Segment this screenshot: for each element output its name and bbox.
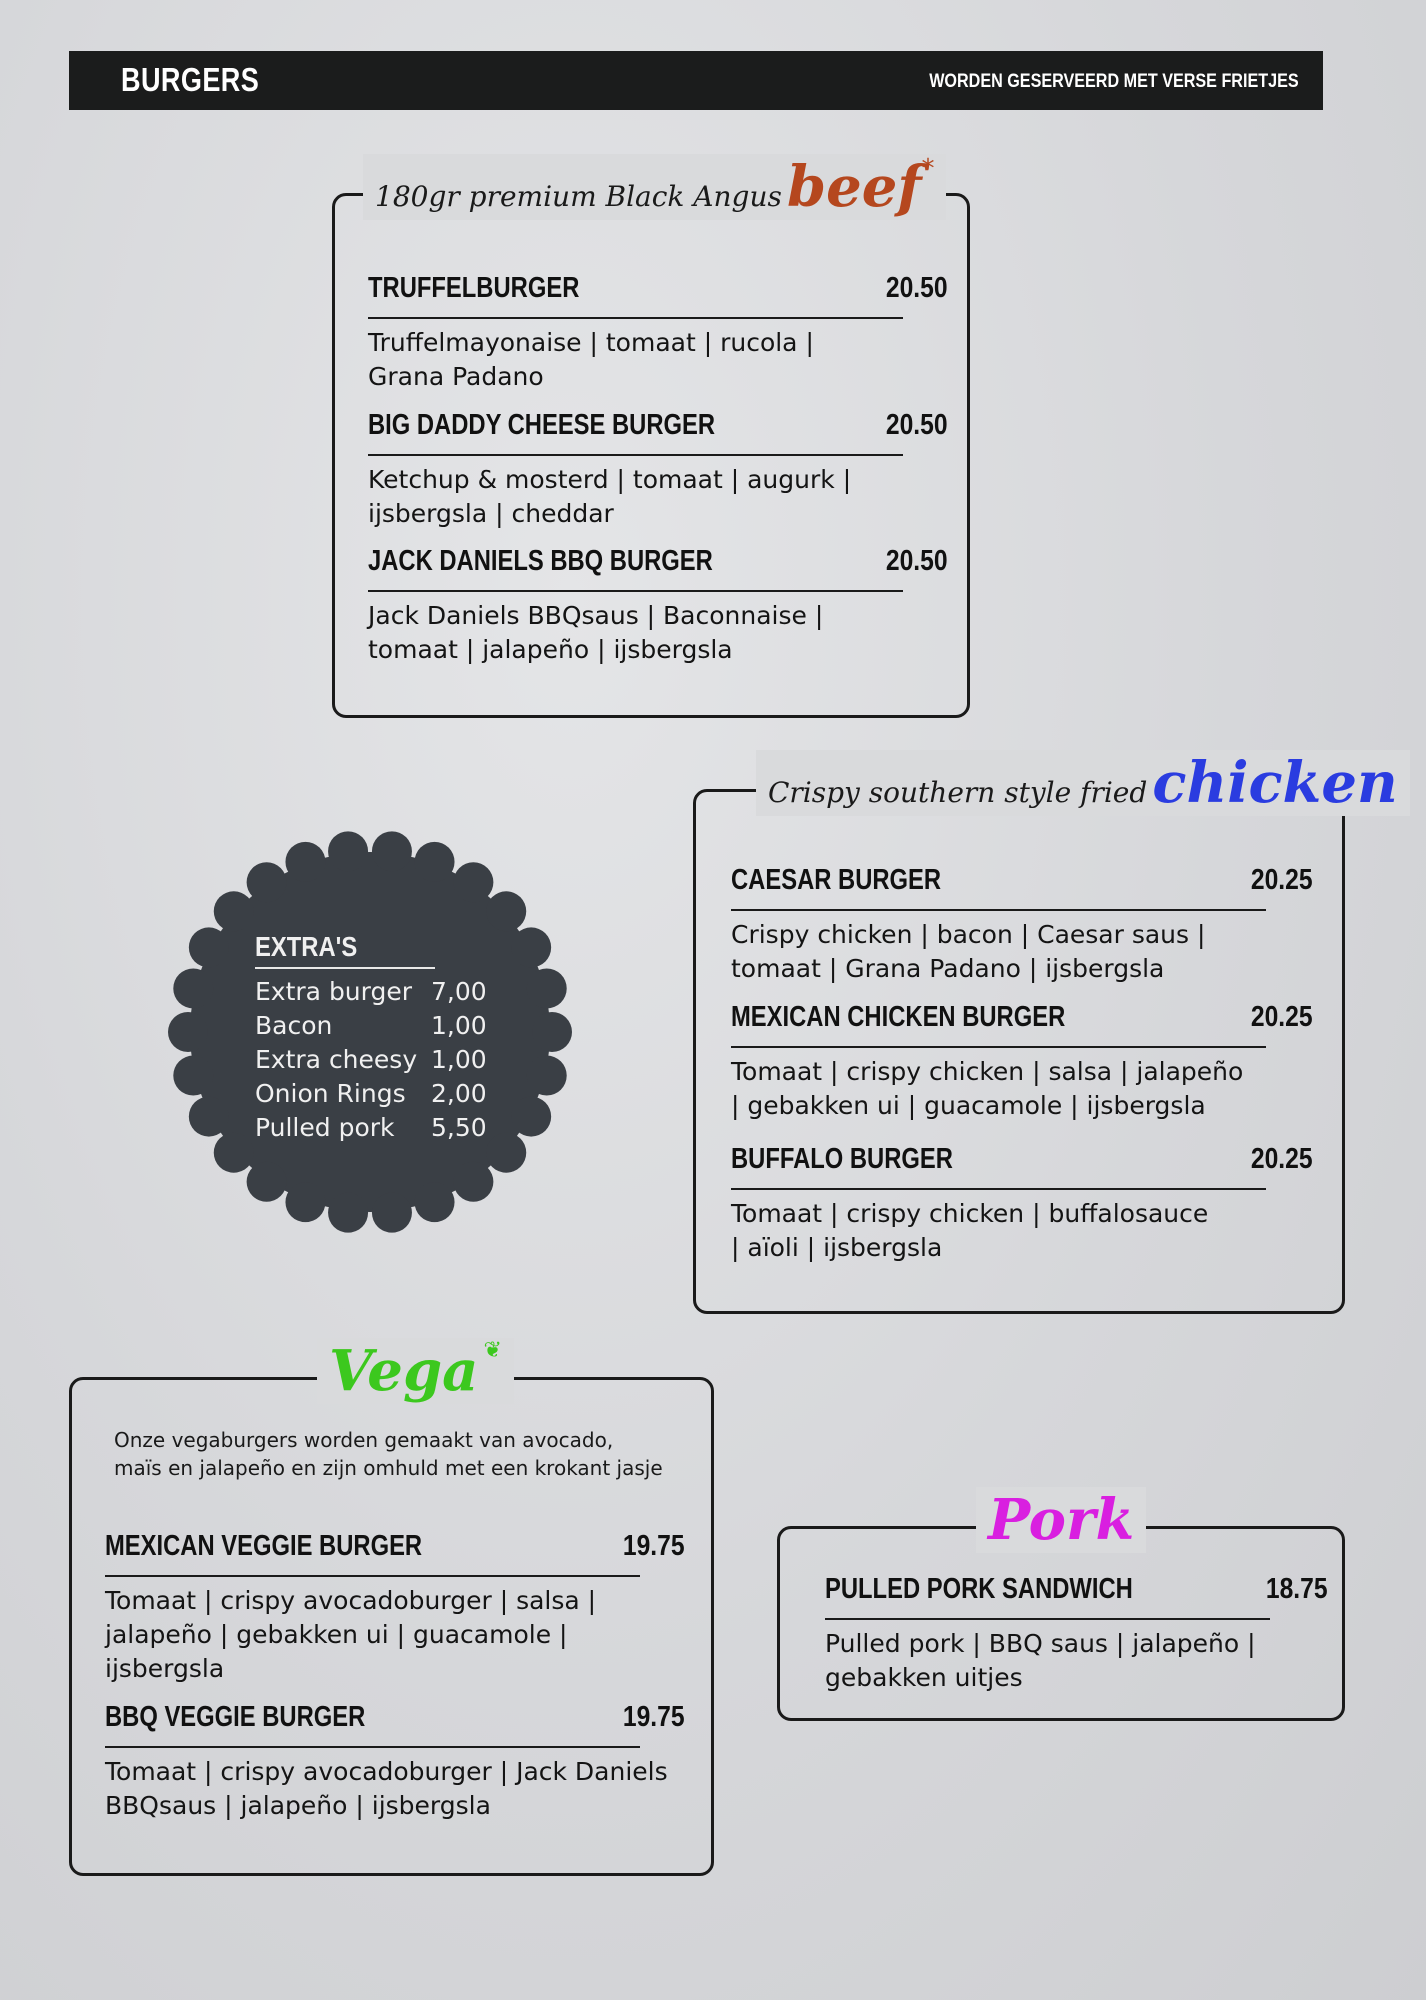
- item-price: 20.25: [1251, 1143, 1313, 1175]
- badge-scallop: [328, 1193, 368, 1233]
- desc-line: Grana Padano: [368, 362, 544, 391]
- extras-label: Pulled pork: [255, 1113, 395, 1142]
- badge-scallop: [527, 1056, 567, 1096]
- beef-title-small: 180gr premium Black Angus: [375, 180, 782, 213]
- badge-scallop: [486, 1133, 526, 1173]
- vega-title-big: Vega: [329, 1338, 479, 1404]
- item-price: 20.25: [1251, 864, 1313, 896]
- item-price: 18.75: [1266, 1573, 1328, 1605]
- desc-line: Pulled pork | BBQ saus | jalapeño |: [825, 1629, 1256, 1658]
- desc-line: Truffelmayonaise | tomaat | rucola |: [368, 328, 814, 357]
- chicken-title-big: chicken: [1152, 750, 1398, 816]
- desc-line: | aïoli | ijsbergsla: [731, 1233, 943, 1262]
- pork-menu-box: [777, 1487, 1345, 1721]
- item-description: [731, 1197, 1208, 1265]
- desc-line: Jack Daniels BBQsaus | Baconnaise |: [368, 601, 824, 630]
- item-name: JACK DANIELS BBQ BURGER: [368, 545, 713, 577]
- item-name: CAESAR BURGER: [731, 864, 942, 896]
- extras-label: Onion Rings: [255, 1079, 406, 1108]
- item-price: 20.50: [886, 409, 948, 441]
- item-name: MEXICAN CHICKEN BURGER: [731, 1001, 1066, 1033]
- extras-label: Extra cheesy: [255, 1045, 418, 1074]
- extras-row: [255, 977, 487, 1011]
- extras-price: 1,00: [431, 1045, 487, 1074]
- badge-scallop: [214, 1133, 254, 1173]
- intro-line: Onze vegaburgers worden gemaakt van avocado,: [114, 1428, 614, 1452]
- badge-scallop: [214, 891, 254, 931]
- section-title: BURGERS: [121, 61, 260, 98]
- desc-line: BBQsaus | jalapeño | ijsbergsla: [105, 1791, 491, 1820]
- desc-line: jalapeño | gebakken ui | guacamole | ijsbergsla: [105, 1620, 568, 1683]
- extras-price: 5,50: [431, 1113, 487, 1142]
- beef-box-title: [363, 154, 946, 220]
- item-divider: [731, 1046, 1266, 1048]
- badge-scallop: [511, 927, 551, 967]
- item-description: [105, 1755, 668, 1823]
- desc-line: Ketchup & mosterd | tomaat | augurk |: [368, 465, 852, 494]
- item-divider: [368, 454, 903, 456]
- badge-scallop: [415, 842, 455, 882]
- badge-scallop: [328, 831, 368, 871]
- badge-scallop: [486, 891, 526, 931]
- beef-title-mark: *: [921, 154, 935, 184]
- badge-scallop: [173, 968, 213, 1008]
- extras-row: [255, 1011, 487, 1045]
- desc-line: Tomaat | crispy chicken | salsa | jalapeño: [731, 1057, 1244, 1086]
- chicken-menu-box: [693, 750, 1398, 1314]
- desc-line: Crispy chicken | bacon | Caesar saus |: [731, 920, 1206, 949]
- item-price: 19.75: [623, 1530, 685, 1562]
- extras-title: EXTRA'S: [255, 931, 358, 962]
- item-price: 20.50: [886, 545, 948, 577]
- item-description: [105, 1584, 685, 1686]
- badge-scallop: [453, 862, 493, 902]
- extras-price: 7,00: [431, 977, 487, 1006]
- extras-label: Extra burger: [255, 977, 413, 1006]
- badge-scallop: [527, 968, 567, 1008]
- item-divider: [368, 317, 903, 319]
- badge-scallop: [372, 1193, 412, 1233]
- badge-scallop: [173, 1056, 213, 1096]
- item-name: PULLED PORK SANDWICH: [825, 1573, 1133, 1605]
- extras-divider: [255, 967, 435, 969]
- badge-scallop: [168, 1012, 208, 1052]
- vega-box-title: [317, 1338, 514, 1404]
- desc-line: | gebakken ui | guacamole | ijsbergsla: [731, 1091, 1206, 1120]
- item-divider: [731, 1188, 1266, 1190]
- badge-scallop: [189, 1097, 229, 1137]
- badge-scallop: [372, 831, 412, 871]
- section-header-bar: [69, 51, 1323, 110]
- desc-line: Tomaat | crispy chicken | buffalosauce: [731, 1199, 1209, 1228]
- extras-row: [255, 1113, 487, 1147]
- extras-row: [255, 1045, 487, 1079]
- section-subtitle: WORDEN GESERVEERD MET VERSE FRIETJES: [929, 71, 1299, 92]
- item-name: BUFFALO BURGER: [731, 1143, 953, 1175]
- item-divider: [825, 1618, 1270, 1620]
- extras-list: [255, 931, 487, 1147]
- badge-scallop: [532, 1012, 572, 1052]
- badge-scallop: [511, 1097, 551, 1137]
- item-description: [731, 1055, 1243, 1123]
- vega-menu-box: [69, 1338, 714, 1876]
- item-divider: [105, 1575, 640, 1577]
- vega-intro: [114, 1426, 663, 1482]
- extras-price: 1,00: [431, 1011, 487, 1040]
- desc-line: ijsbergsla | cheddar: [368, 499, 614, 528]
- item-name: TRUFFELBURGER: [368, 272, 580, 304]
- item-name: BIG DADDY CHEESE BURGER: [368, 409, 716, 441]
- item-description: [368, 463, 851, 531]
- chicken-box-title: [756, 750, 1410, 816]
- extras-badge: [165, 827, 575, 1237]
- badge-scallop: [247, 862, 287, 902]
- leaf-icon: ❦: [483, 1338, 502, 1363]
- desc-line: Tomaat | crispy avocadoburger | Jack Daniels: [105, 1757, 668, 1786]
- item-divider: [731, 909, 1266, 911]
- desc-line: gebakken uitjes: [825, 1663, 1023, 1692]
- item-name: BBQ VEGGIE BURGER: [105, 1701, 366, 1733]
- badge-scallop: [189, 927, 229, 967]
- item-name: MEXICAN VEGGIE BURGER: [105, 1530, 423, 1562]
- desc-line: Tomaat | crispy avocadoburger | salsa |: [105, 1586, 597, 1615]
- pork-box-title: [976, 1487, 1146, 1553]
- desc-line: tomaat | jalapeño | ijsbergsla: [368, 635, 733, 664]
- item-price: 20.25: [1251, 1001, 1313, 1033]
- item-price: 19.75: [623, 1701, 685, 1733]
- item-divider: [105, 1746, 640, 1748]
- item-description: [368, 599, 823, 667]
- item-description: [731, 918, 1205, 986]
- extras-price: 2,00: [431, 1079, 487, 1108]
- badge-scallop: [247, 1162, 287, 1202]
- item-description: [368, 326, 814, 394]
- item-description: [825, 1627, 1256, 1695]
- badge-scallop: [285, 842, 325, 882]
- beef-menu-box: [332, 154, 970, 718]
- desc-line: tomaat | Grana Padano | ijsbergsla: [731, 954, 1165, 983]
- chicken-title-small: Crispy southern style fried: [768, 776, 1148, 809]
- beef-title-big: beef: [786, 154, 922, 220]
- badge-scallop: [285, 1182, 325, 1222]
- extras-row: [255, 1079, 487, 1113]
- intro-line: maïs en jalapeño en zijn omhuld met een krokant jasje: [114, 1456, 663, 1480]
- pork-title-big: Pork: [988, 1487, 1135, 1553]
- item-divider: [368, 590, 903, 592]
- extras-label: Bacon: [255, 1011, 333, 1040]
- badge-scallop: [415, 1182, 455, 1222]
- item-price: 20.50: [886, 272, 948, 304]
- badge-scallop: [453, 1162, 493, 1202]
